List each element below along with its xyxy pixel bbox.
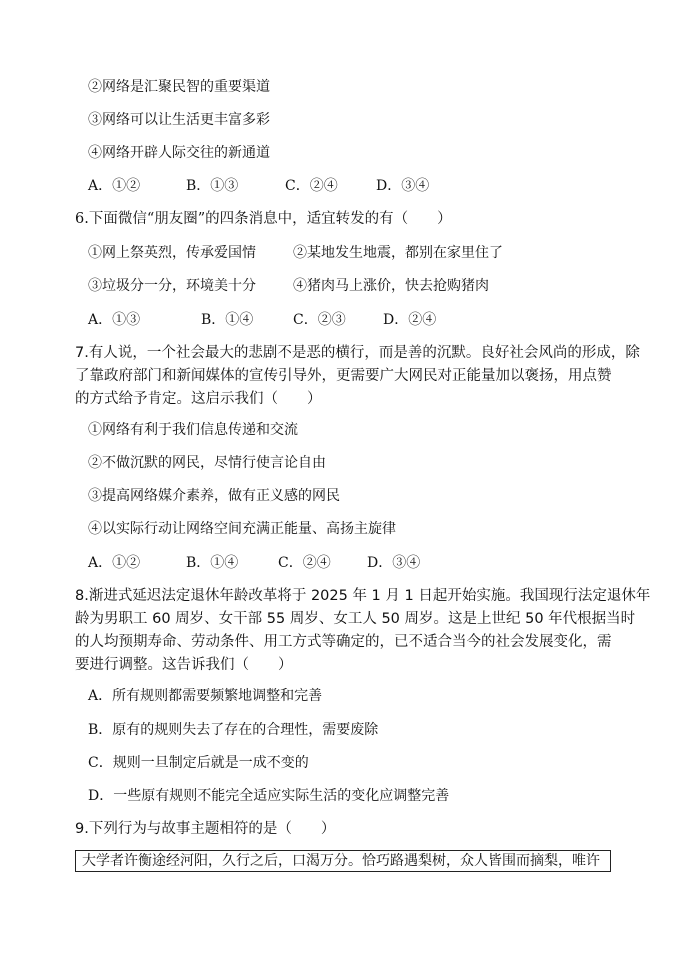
q8-stem-line-2: 龄为男职工 60 周岁、女干部 55 周岁、女工人 50 周岁。这是上世纪 50 年代根据当时	[75, 611, 636, 627]
q8-stem-line-4: 要进行调整。这告诉我们（ ）	[75, 657, 293, 673]
q5-option-c: C．②④	[285, 178, 338, 194]
q6-option-a: A．①③	[88, 312, 141, 328]
q7-stem-line-1: 7.有人说，一个社会最大的悲剧不是恶的横行，而是善的沉默。良好社会风尚的形成，除	[75, 345, 640, 361]
q6-statement-3: ③垃圾分一分，环境美十分	[88, 278, 256, 294]
q7-stem-line-2: 了靠政府部门和新闻媒体的宣传引导外，更需要广大网民对正能量加以褒扬，用点赞	[75, 368, 612, 384]
q7-statement-1: ①网络有利于我们信息传递和交流	[88, 422, 298, 438]
q6-option-b: B．①④	[201, 312, 254, 328]
q7-option-a: A．①②	[88, 555, 141, 571]
q8-option-b: B．原有的规则失去了存在的合理性，需要废除	[88, 722, 379, 738]
q9-stem: 9.下列行为与故事主题相符的是（ ）	[75, 821, 336, 837]
q5-statement-4: ④网络开辟人际交往的新通道	[88, 145, 270, 161]
q7-statement-2: ②不做沉默的网民，尽情行使言论自由	[88, 455, 326, 471]
q8-option-d: D．一些原有规则不能完全适应实际生活的变化应调整完善	[88, 788, 450, 804]
q8-stem-line-1: 8.渐进式延迟法定退休年龄改革将于 2025 年 1 月 1 日起开始实施。我国现行法定退休年	[75, 588, 651, 604]
q8-stem-line-3: 的人均预期寿命、劳动条件、用工方式等确定的，已不适合当今的社会发展变化，需	[75, 634, 612, 650]
q8-option-a: A．所有规则都需要频繁地调整和完善	[88, 688, 323, 704]
q6-option-d: D．②④	[383, 312, 437, 328]
q5-option-b: B．①③	[186, 178, 239, 194]
q8-option-c: C．规则一旦制定后就是一成不变的	[88, 755, 309, 771]
q7-option-d: D．③④	[367, 555, 421, 571]
q6-statement-4: ④猪肉马上涨价，快去抢购猪肉	[293, 278, 489, 294]
q6-option-c: C．②③	[293, 312, 346, 328]
q6-statement-1: ①网上祭英烈，传承爱国情	[88, 245, 256, 261]
q9-story-box: 大学者许衡途经河阳，久行之后，口渴万分。恰巧路遇梨树，众人皆围而摘梨，唯许	[75, 850, 611, 872]
q7-option-b: B．①④	[186, 555, 239, 571]
q6-statement-2: ②某地发生地震，都别在家里住了	[293, 245, 503, 261]
q6-stem: 6.下面微信“朋友圈”的四条消息中，适宜转发的有（ ）	[75, 211, 452, 227]
q5-statement-3: ③网络可以让生活更丰富多彩	[88, 112, 270, 128]
q7-option-c: C．②④	[278, 555, 331, 571]
q7-stem-line-3: 的方式给予肯定。这启示我们（ ）	[75, 391, 322, 407]
q5-statement-2: ②网络是汇聚民智的重要渠道	[88, 79, 270, 95]
q5-option-d: D．③④	[376, 178, 430, 194]
q7-statement-3: ③提高网络媒介素养，做有正义感的网民	[88, 488, 340, 504]
q7-statement-4: ④以实际行动让网络空间充满正能量、高扬主旋律	[88, 521, 396, 537]
q5-option-a: A．①②	[88, 178, 141, 194]
